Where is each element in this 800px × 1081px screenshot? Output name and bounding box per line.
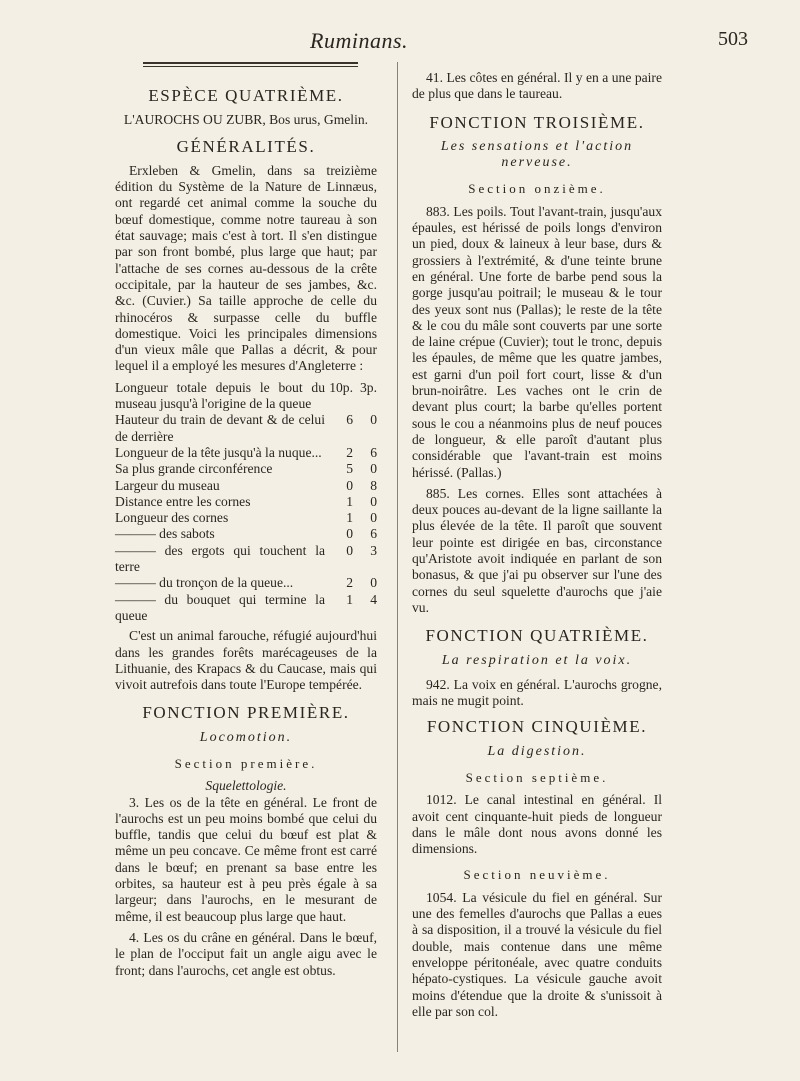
- measurement-feet: 1: [346, 510, 353, 526]
- measurement-label: Hauteur du train de devant & de celui de derrière: [115, 412, 325, 444]
- species-line: L'AUROCHS OU ZUBR, Bos urus, Gmelin.: [123, 112, 369, 128]
- paragraph-4: 4. Les os du crâne en général. Dans le bœuf, le plan de l'occiput fait un angle aigu avec le front; dans l'aurochs, cet angle est obtus.: [115, 929, 377, 978]
- column-divider: [397, 62, 398, 1052]
- measurement-row: [115, 445, 377, 461]
- running-head: [0, 28, 800, 58]
- digestion-subheading: La digestion.: [487, 743, 587, 759]
- respiration-subheading: La respiration et la voix.: [441, 652, 633, 668]
- measurement-label: Distance entre les cornes: [115, 493, 251, 509]
- measurement-feet: 2: [346, 575, 353, 591]
- measurement-row: [115, 412, 377, 445]
- measurement-row: [115, 380, 377, 413]
- measurement-row: [115, 461, 377, 477]
- section-septieme: Section septième.: [465, 769, 609, 785]
- measurement-label: Longueur totale depuis le bout du museau jusqu'à l'origine de la queue: [115, 379, 325, 412]
- measurement-inches: 0: [370, 575, 377, 591]
- header-rule: [143, 62, 358, 64]
- measurement-row: [115, 592, 377, 625]
- measurement-label: ——— du bouquet qui termine la queue: [115, 591, 325, 623]
- section-onzieme: Section onzième.: [468, 181, 606, 197]
- measurement-feet: 0: [346, 477, 353, 493]
- measurement-row: [115, 478, 377, 494]
- paragraph-41: 41. Les côtes en général. Il y en a une paire de plus que dans le taureau.: [412, 70, 662, 102]
- measurement-row: [115, 494, 377, 510]
- measurement-label: ——— du tronçon de la queue...: [115, 575, 294, 591]
- paragraph-3: 3. Les os de la tête en général. Le front de l'aurochs est un peu moins bombé que celui du buffle, tandis que celui du bœuf est plat & même un peu concave. Ce même front est carré dans le bœuf; en prenant sa base entre les orbites, sa hauteur est à peu près égale à sa largeur; dans l'aurochs, en le mesurant de même, il est beaucoup plus large que haut.: [115, 794, 377, 924]
- header-rule-thin: [143, 66, 358, 67]
- measurement-label: Longueur de la tête jusqu'à la nuque...: [115, 444, 322, 460]
- measurement-row: [115, 526, 377, 542]
- paragraph-885: 885. Les cornes. Elles sont attachées à deux pouces au-devant de la ligne saillante la plus élevée de la tête. Il paroît que souvent leur pointe est dirigée en bas, circonstance qu'Aristote avoit indiquée en parlant de son bonasus, & que j'ai pu observer sur l'une des cornes du seul squelette d'aurochs que j'aie vu.: [412, 485, 662, 615]
- species-heading: ESPÈCE QUATRIÈME.: [148, 86, 344, 105]
- measurement-feet: 0: [346, 542, 353, 558]
- paragraph-1054: 1054. La vésicule du fiel en général. Sur une des femelles d'aurochs que Pallas a eues à sa disposition, il a trouvé la vésicule du fiel double, mais contenue dans une même enveloppe péritonéale, avec quatre conduits hépato-cystiques. La vésicule gauche avoit moins d'étendue que la droite & s'unissoit à elle par son col.: [412, 889, 662, 1019]
- paragraph-883: 883. Les poils. Tout l'avant-train, jusqu'aux épaules, est hérissé de poils longs d'environ un pied, doux & laineux à leur base, durs & grossiers à l'extrémité, & d'une teinte brune en général. Une forte de barbe pend sous la gorge jusqu'au poitrail; le museau & le tour des yeux sont nus (Pallas); le reste de la tête & le cou du mâle sont couverts par une sorte de laine crépue (Cuvier); tout le tronc, depuis les épaules, de même que les quatre jambes, est garni d'un poil fort court, lisse & d'un brun-noirâtre. Les vaches ont le crin de devant plus court; la barbe qu'elles portent sous le cou a néanmoins plus de neuf pouces de longueur, & elle paroît d'autant plus considérable que l'avant-train est moins hérissé. (Pallas.): [412, 203, 662, 480]
- sensations-subheading: Les sensations et l'action nerveuse.: [440, 138, 634, 171]
- measurement-feet: 6: [346, 412, 353, 428]
- paragraph-1012: 1012. Le canal intestinal en général. Il avoit cent cinquante-huit pieds de longueur dans le mâle dont nous avons donné les dimensions.: [412, 792, 662, 857]
- measurement-inches: 4: [370, 591, 377, 607]
- measurements-table: [115, 380, 377, 624]
- measurement-inches: 0: [370, 461, 377, 477]
- paragraph-942: 942. La voix en général. L'aurochs grogne, mais ne mugit point.: [412, 676, 662, 709]
- habitat-paragraph: C'est un animal farouche, réfugié aujourd'hui dans les grandes forêts marécageuses de la Lithuanie, des Krapacs & du Caucase, mais qui vivoit autrefois dans toute l'Europe tempérée.: [115, 628, 377, 693]
- measurement-inches: 0: [370, 493, 377, 509]
- measurement-label: ——— des ergots qui touchent la terre: [115, 542, 325, 575]
- measurement-label: Longueur des cornes: [115, 510, 229, 526]
- measurement-inches: 6: [370, 526, 377, 542]
- measurement-label: Largeur du museau: [115, 477, 220, 493]
- fonction-quatrieme-heading: FONCTION QUATRIÈME.: [425, 626, 649, 646]
- fonction-premiere-heading: FONCTION PREMIÈRE.: [142, 703, 350, 723]
- measurement-inches: 3: [370, 542, 377, 558]
- page-title: Ruminans.: [310, 28, 408, 53]
- locomotion-subheading: Locomotion.: [199, 729, 293, 745]
- measurement-feet: 0: [346, 526, 353, 542]
- measurement-feet: 2: [346, 444, 353, 460]
- generalities-heading: GÉNÉRALITÉS.: [176, 136, 316, 156]
- measurement-label: Sa plus grande circonférence: [115, 461, 273, 477]
- measurement-row: [115, 510, 377, 526]
- section-neuvieme: Section neuvième.: [463, 867, 611, 883]
- measurement-inches: 8: [370, 477, 377, 493]
- measurement-feet: 1: [346, 493, 353, 509]
- section-premiere: Section première.: [174, 755, 318, 771]
- measurement-inches: 0: [370, 412, 377, 428]
- measurement-label: ——— des sabots: [115, 526, 215, 542]
- measurement-row: [115, 575, 377, 591]
- fonction-troisieme-heading: FONCTION TROISIÈME.: [429, 112, 645, 132]
- left-column: [115, 82, 377, 984]
- measurement-inches: 3p.: [360, 379, 377, 395]
- measurement-feet: 10p.: [329, 379, 353, 395]
- measurement-inches: 6: [370, 444, 377, 460]
- measurement-row: [115, 543, 377, 576]
- measurement-inches: 0: [370, 510, 377, 526]
- intro-paragraph: Erxleben & Gmelin, dans sa treizième édition du Système de la Nature de Linnæus, ont regardé cet animal comme la souche du bœuf domestique, comme notre taureau à son état sauvage; mais c'est à tort. Il s'en distingue par son front bombé, plus large que haut; par l'attache de ses cornes au-dessous de la crête occipitale, par la hauteur de ses jambes, &c. &c. (Cuvier.) Sa taille approche de celle du rhinocéros & surpasse celle du buffle domestique. Voici les principales dimensions d'un vieux mâle que Pallas a décrit, & pour lequel il a employé les mesures d'Angleterre :: [115, 162, 377, 374]
- right-column: [412, 70, 662, 1025]
- measurement-feet: 1: [346, 591, 353, 607]
- squelettologie-heading: Squelettologie.: [205, 778, 287, 794]
- fonction-cinquieme-heading: FONCTION CINQUIÈME.: [426, 717, 648, 737]
- measurement-feet: 5: [346, 461, 353, 477]
- page-number: 503: [718, 28, 748, 50]
